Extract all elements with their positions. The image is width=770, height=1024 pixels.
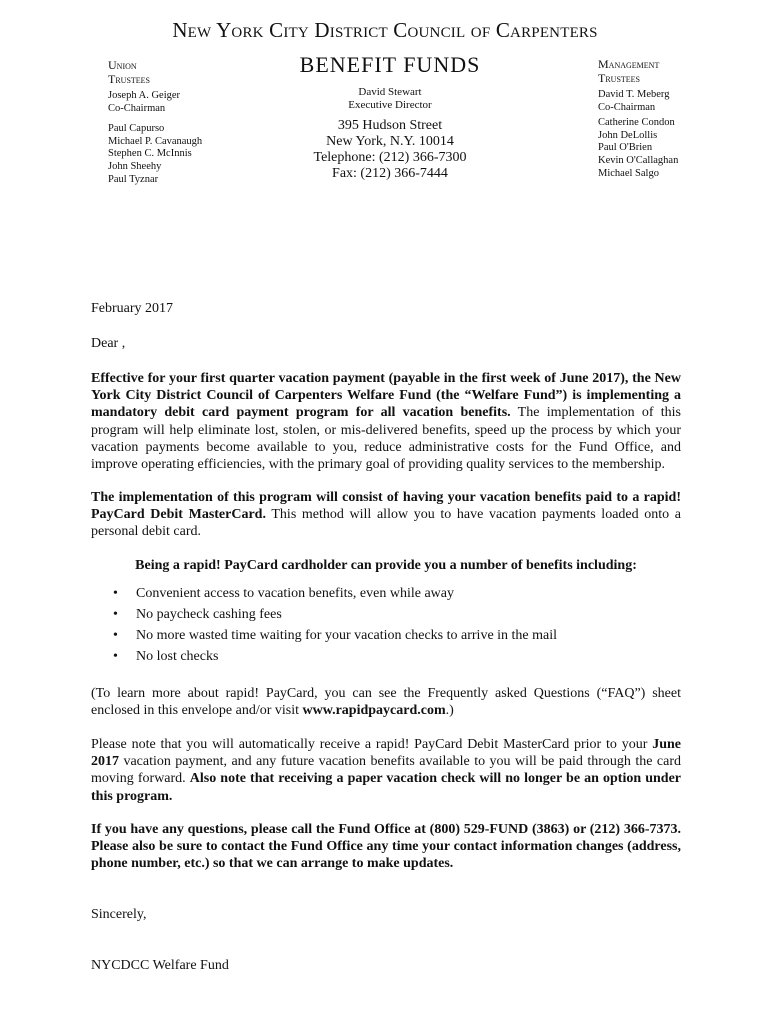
- trustee-name: Kevin O'Callaghan: [598, 154, 679, 166]
- trustee-name: David T. Meberg: [598, 89, 670, 100]
- list-item: • No lost checks: [91, 646, 681, 667]
- paycard-website-link[interactable]: www.rapidpaycard.com: [302, 703, 446, 719]
- street-address: 395 Hudson Street: [337, 118, 443, 133]
- paper-check-notice: Also note that receiving a paper vacation check will no longer be an option under this program.: [91, 771, 681, 804]
- director-name: David Stewart: [358, 86, 422, 98]
- bullet-icon: •: [113, 586, 118, 601]
- trustee-name: Paul Tyznar: [108, 173, 159, 185]
- telephone: Telephone: (212) 366-7300: [313, 150, 467, 165]
- fund-address-block: [240, 118, 540, 182]
- paycard-rest: This method will allow you to have vacation payments loaded onto a personal debit card.: [91, 507, 682, 540]
- list-item: • No more wasted time waiting for your vacation checks to arrive in the mail: [91, 625, 681, 646]
- city-state-zip: New York, N.Y. 10014: [326, 134, 454, 149]
- intro-bold: Effective for your first quarter vacation payment (payable in the first week of June 2017), the New York City District Council of Carpenters Welfare Fund (the “Welfare Fund”) is implementing a mandatory debit card payment program for all vacation benefits.: [91, 371, 681, 421]
- questions-bold: If you have any questions, please call the Fund Office at (800) 529-FUND (3863) or (212) 366-7373. Please also be sure to contact the Fund Office any time your contact information changes (address, phone number, etc.) so that we can arrange to make updates.: [91, 822, 681, 872]
- benefit-funds-title: BENEFIT FUNDS: [299, 52, 481, 77]
- organization-name: New York City District Council of Carpenters: [172, 18, 598, 42]
- trustee-name: Michael P. Cavanaugh: [108, 135, 203, 147]
- bullet-icon: •: [113, 628, 118, 643]
- executive-director-block: [240, 86, 540, 112]
- intro-rest: The implementation of this program will help eliminate lost, stolen, or mis-delivered benefits, speed up the process by which your vacation payments become available to you, reduce administrative costs for the Fund Office, and improve operating efficiencies, with the primary goal of providing quality services to the membership.: [91, 405, 681, 473]
- list-item: • No paycheck cashing fees: [91, 604, 681, 625]
- bullet-icon: •: [113, 607, 118, 622]
- union-heading-trustees: Trustees: [108, 72, 151, 86]
- fax: Fax: (212) 366-7444: [332, 166, 448, 181]
- trustee-title: Co-Chairman: [598, 101, 656, 113]
- management-heading: Management: [598, 57, 660, 71]
- trustee-name: Paul Capurso: [108, 123, 165, 135]
- list-item: • Convenient access to vacation benefits, even while away: [91, 583, 681, 604]
- trustee-name: Stephen C. McInnis: [108, 148, 192, 160]
- paragraph-questions: [91, 821, 681, 873]
- letter-date: February 2017: [91, 301, 174, 316]
- director-title: Executive Director: [348, 99, 432, 111]
- signature: NYCDCC Welfare Fund: [91, 958, 229, 973]
- trustee-name: Catherine Condon: [598, 117, 675, 129]
- bullet-icon: •: [113, 649, 118, 664]
- trustee-title: Co-Chairman: [108, 102, 166, 114]
- trustee-name: John DeLollis: [598, 129, 658, 141]
- paragraph-intro: [91, 370, 681, 473]
- paragraph-paycard: [91, 489, 681, 541]
- closing: Sincerely,: [91, 907, 147, 922]
- trustee-name: Michael Salgo: [598, 167, 659, 179]
- trustee-name: Joseph A. Geiger: [108, 90, 181, 101]
- benefits-heading: Being a rapid! PayCard cardholder can provide you a number of benefits including:: [135, 558, 637, 573]
- benefits-list: [91, 583, 681, 667]
- paragraph-card-notice: Please note that you will automatically receive a rapid! PayCard Debit MasterCard prior to your June 2017 vacation payment, and any future vacation benefits available to you will be paid through the card moving forward. Also note that receiving a paper vacation check will no longer be an option under this program.: [91, 737, 681, 804]
- paragraph-learn-more: (To learn more about rapid! PayCard, you can see the Frequently asked Questions (“FAQ”) sheet enclosed in this envelope and/or visit www.rapidpaycard.com.): [91, 686, 681, 719]
- union-heading: Union: [108, 58, 137, 72]
- paycard-bold: The implementation of this program will consist of having your vacation benefits paid to a rapid! PayCard Debit MasterCard.: [91, 490, 681, 523]
- management-heading-trustees: Trustees: [598, 71, 641, 85]
- june-bold: June 2017: [91, 737, 681, 770]
- trustee-name: John Sheehy: [108, 160, 162, 172]
- trustee-name: Paul O'Brien: [598, 142, 653, 154]
- salutation: Dear ,: [91, 336, 126, 351]
- management-trustees-column: [598, 57, 758, 180]
